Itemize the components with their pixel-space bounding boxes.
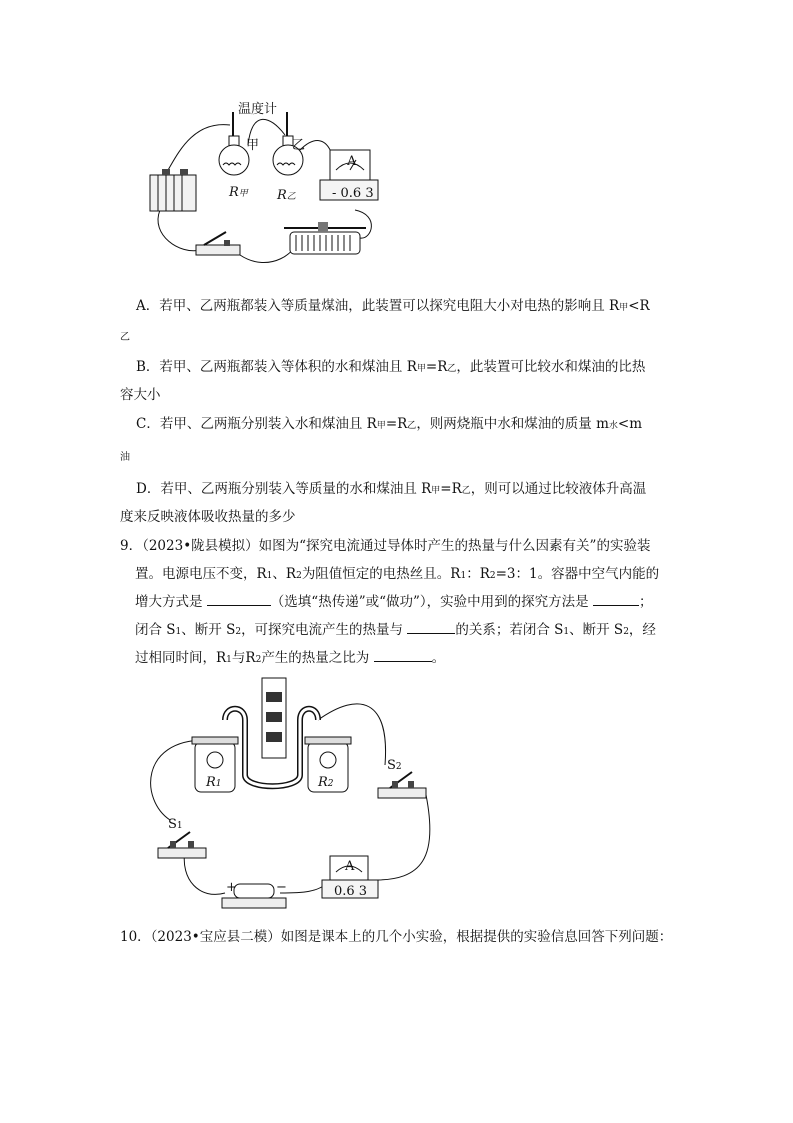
option-a-line1: A．若甲、乙两瓶都装入等质量煤油，此装置可以探究电阻大小对电热的影响且 R甲<R (136, 298, 650, 314)
flask-b-label: 乙 (292, 138, 306, 153)
q9-line3: 增大方式是 （选填“热传递”或“做功”），实验中用到的探究方法是 ； (135, 594, 653, 610)
option-d-line1: D．若甲、乙两瓶分别装入等质量的水和煤油且 R甲=R乙，则可以通过比较液体升高温 (136, 481, 647, 497)
option-d-line2: 度来反映液体吸收热量的多少 (120, 509, 296, 525)
ammeter-terminals: 0.6 3 (334, 884, 368, 899)
option-b-line2: 容大小 (120, 387, 161, 403)
option-c-line2: 油 (120, 452, 130, 463)
option-b-line1: B．若甲、乙两瓶都装入等体积的水和煤油且 R甲=R乙，此装置可比较水和煤油的比热 (136, 359, 646, 375)
flask-a-label: 甲 (246, 138, 260, 153)
option-a-line2: 乙 (120, 332, 130, 343)
thermometer-label: 温度计 (238, 102, 278, 117)
u-tube-icon (225, 678, 318, 786)
r2-label: R2 (318, 775, 334, 790)
q9-line1: 9．（2023•陇县模拟）如图为“探究电流通过导体时产生的热量与什么因素有关”的实验装 (120, 538, 651, 554)
switch-s2-icon (378, 772, 426, 798)
q9-line2: 置。电源电压不变，R1、R2为阻值恒定的电热丝且。R1：R2=3：1。容器中空气内能的 (135, 566, 660, 582)
r-a-label: R甲 (229, 185, 248, 200)
ammeter-symbol: A (345, 859, 355, 874)
q10-line1: 10．（2023•宝应县二模）如图是课本上的几个小实验，根据提供的实验信息回答下列问题： (120, 929, 673, 945)
s2-label: S2 (387, 758, 402, 773)
ammeter-symbol: A (347, 154, 357, 169)
battery-plus: + (226, 880, 237, 895)
r-b-label: R乙 (277, 188, 296, 203)
battery-minus: − (276, 880, 287, 895)
q9-line4: 闭合 S1、断开 S2，可探究电流产生的热量与 的关系；若闭合 S1、断开 S2，经 (135, 622, 656, 638)
ammeter-terminals: - 0.6 3 (332, 186, 374, 201)
r1-label: R1 (206, 775, 222, 790)
switch-s1-icon (158, 832, 206, 858)
option-c-line1: C．若甲、乙两瓶分别装入水和煤油且 R甲=R乙，则两烧瓶中水和煤油的质量 m水<m (136, 416, 643, 432)
s1-label: S1 (168, 817, 183, 832)
q9-line5: 过相同时间，R1与R2产生的热量之比为 。 (135, 650, 446, 666)
